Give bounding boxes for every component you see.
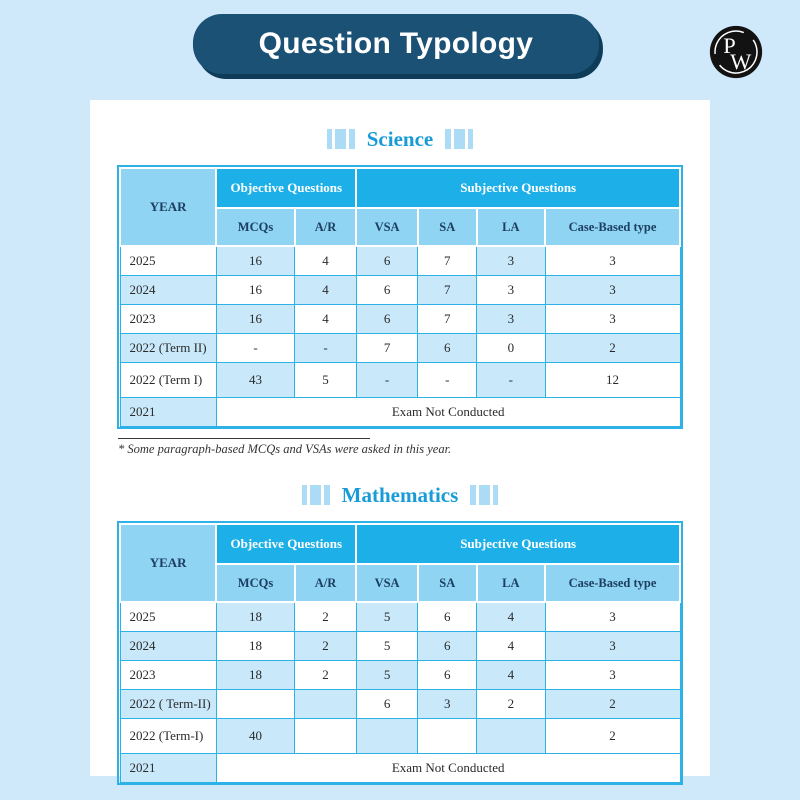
sa-column-header: SA xyxy=(418,564,477,602)
data-cell: 2 xyxy=(295,661,357,690)
data-cell: 18 xyxy=(216,632,294,661)
data-cell xyxy=(356,719,418,754)
year-column-header: YEAR xyxy=(120,168,216,246)
year-cell: 2022 (Term I) xyxy=(120,363,216,398)
data-cell: - xyxy=(356,363,418,398)
data-cell: 18 xyxy=(216,602,294,632)
data-cell xyxy=(295,690,357,719)
year-cell: 2021 xyxy=(120,754,216,783)
data-cell: 4 xyxy=(477,661,545,690)
heading-bars-right-icon xyxy=(470,485,498,505)
table-row xyxy=(120,602,680,632)
table-row xyxy=(120,276,680,305)
year-cell: 2024 xyxy=(120,276,216,305)
year-cell: 2023 xyxy=(120,661,216,690)
data-cell: 6 xyxy=(356,246,418,276)
data-cell: 6 xyxy=(356,690,418,719)
table-row xyxy=(120,661,680,690)
table-row xyxy=(120,632,680,661)
data-cell: 3 xyxy=(545,632,680,661)
data-cell: 5 xyxy=(295,363,357,398)
subjective-questions-header: Subjective Questions xyxy=(356,168,680,208)
mcqs-column-header: MCQs xyxy=(216,564,294,602)
data-cell: - xyxy=(295,334,357,363)
data-cell: 4 xyxy=(295,246,357,276)
data-cell: 2 xyxy=(545,690,680,719)
data-cell: 3 xyxy=(545,661,680,690)
subjective-questions-header: Subjective Questions xyxy=(356,524,680,564)
year-cell: 2021 xyxy=(120,398,216,427)
data-cell: 6 xyxy=(418,602,477,632)
data-cell: 2 xyxy=(477,690,545,719)
data-cell: 16 xyxy=(216,246,294,276)
data-cell: 40 xyxy=(216,719,294,754)
data-cell: 7 xyxy=(418,305,477,334)
merged-cell: Exam Not Conducted xyxy=(216,398,680,427)
data-cell: 6 xyxy=(356,305,418,334)
table-row xyxy=(120,719,680,754)
data-cell: 5 xyxy=(356,632,418,661)
data-cell: 3 xyxy=(477,246,545,276)
data-cell: 5 xyxy=(356,602,418,632)
mathematics-heading xyxy=(116,482,684,508)
data-cell: 3 xyxy=(545,602,680,632)
pw-logo-icon xyxy=(708,24,764,80)
data-cell xyxy=(477,719,545,754)
merged-cell: Exam Not Conducted xyxy=(216,754,680,783)
data-cell: 3 xyxy=(418,690,477,719)
data-cell: 5 xyxy=(356,661,418,690)
data-cell: 7 xyxy=(418,276,477,305)
mathematics-table xyxy=(117,521,683,785)
table-row xyxy=(120,305,680,334)
year-cell: 2024 xyxy=(120,632,216,661)
table-row xyxy=(120,363,680,398)
science-heading xyxy=(116,126,684,152)
content-card xyxy=(90,100,710,776)
la-column-header: LA xyxy=(477,208,545,246)
data-cell: 16 xyxy=(216,276,294,305)
data-cell: 7 xyxy=(356,334,418,363)
footnote-text: * Some paragraph-based MCQs and VSAs were asked in this year. xyxy=(118,442,452,456)
title-banner xyxy=(193,14,599,74)
page-header xyxy=(0,0,800,100)
table-row xyxy=(120,246,680,276)
data-cell: 4 xyxy=(295,305,357,334)
data-cell xyxy=(295,719,357,754)
ar-column-header: A/R xyxy=(295,208,357,246)
data-cell xyxy=(216,690,294,719)
data-cell: 43 xyxy=(216,363,294,398)
science-table xyxy=(117,165,683,429)
objective-questions-header: Objective Questions xyxy=(216,168,356,208)
data-cell: 3 xyxy=(545,305,680,334)
data-cell: 2 xyxy=(295,632,357,661)
data-cell: 12 xyxy=(545,363,680,398)
ar-column-header: A/R xyxy=(295,564,357,602)
vsa-column-header: VSA xyxy=(356,208,418,246)
sa-column-header: SA xyxy=(418,208,477,246)
data-cell: 6 xyxy=(356,276,418,305)
table-row xyxy=(120,754,680,783)
year-column-header: YEAR xyxy=(120,524,216,602)
mcqs-column-header: MCQs xyxy=(216,208,294,246)
heading-bars-left-icon xyxy=(302,485,330,505)
heading-bars-left-icon xyxy=(327,129,355,149)
data-cell: 6 xyxy=(418,334,477,363)
data-cell: 4 xyxy=(295,276,357,305)
data-cell: 2 xyxy=(295,602,357,632)
case-based-column-header: Case-Based type xyxy=(545,564,680,602)
year-cell: 2023 xyxy=(120,305,216,334)
data-cell: - xyxy=(477,363,545,398)
data-cell: 3 xyxy=(545,246,680,276)
science-section xyxy=(116,126,684,457)
data-cell: 2 xyxy=(545,334,680,363)
mathematics-section xyxy=(116,482,684,785)
science-footnote xyxy=(118,438,684,457)
page-title: Question Typology xyxy=(258,27,534,60)
footnote-divider xyxy=(118,438,370,439)
data-cell: 3 xyxy=(477,305,545,334)
vsa-column-header: VSA xyxy=(356,564,418,602)
table-row xyxy=(120,334,680,363)
data-cell: 18 xyxy=(216,661,294,690)
data-cell: 2 xyxy=(545,719,680,754)
case-based-column-header: Case-Based type xyxy=(545,208,680,246)
data-cell xyxy=(418,719,477,754)
data-cell: - xyxy=(216,334,294,363)
mathematics-heading-text: Mathematics xyxy=(341,482,459,507)
year-cell: 2022 (Term II) xyxy=(120,334,216,363)
data-cell: 3 xyxy=(545,276,680,305)
table-row xyxy=(120,398,680,427)
science-heading-text: Science xyxy=(366,126,434,151)
data-cell: 7 xyxy=(418,246,477,276)
year-cell: 2022 ( Term-II) xyxy=(120,690,216,719)
objective-questions-header: Objective Questions xyxy=(216,524,356,564)
heading-bars-right-icon xyxy=(445,129,473,149)
data-cell: 4 xyxy=(477,632,545,661)
svg-text:P: P xyxy=(723,32,736,58)
data-cell: 6 xyxy=(418,632,477,661)
data-cell: 3 xyxy=(477,276,545,305)
year-cell: 2025 xyxy=(120,246,216,276)
data-cell: - xyxy=(418,363,477,398)
data-cell: 16 xyxy=(216,305,294,334)
la-column-header: LA xyxy=(477,564,545,602)
svg-text:W: W xyxy=(730,48,752,74)
year-cell: 2022 (Term-I) xyxy=(120,719,216,754)
year-cell: 2025 xyxy=(120,602,216,632)
table-row xyxy=(120,690,680,719)
data-cell: 6 xyxy=(418,661,477,690)
data-cell: 0 xyxy=(477,334,545,363)
data-cell: 4 xyxy=(477,602,545,632)
